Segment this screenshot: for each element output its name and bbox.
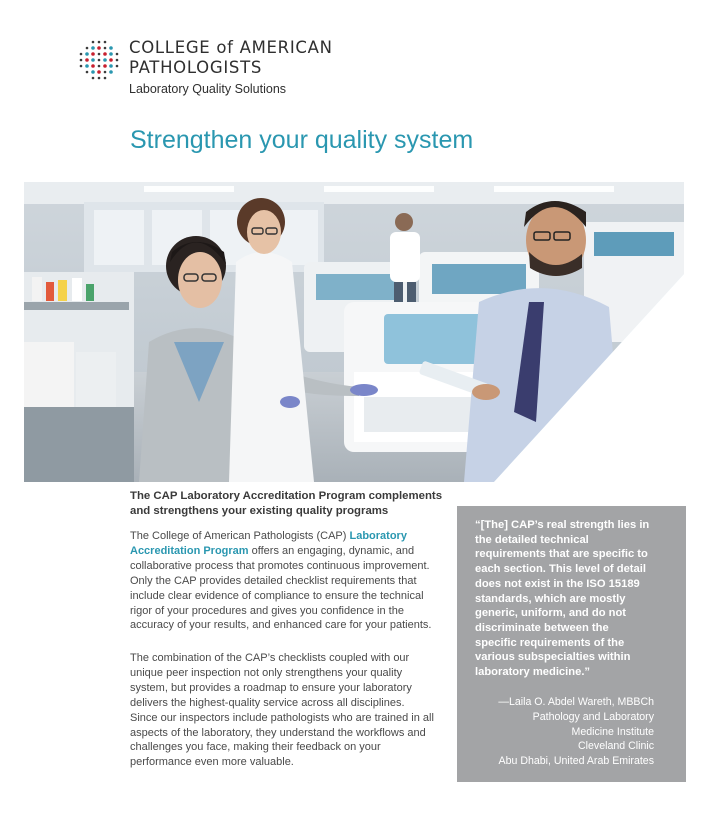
logo-dot (103, 52, 107, 56)
logo-dot (91, 46, 95, 50)
logo-dot (92, 77, 95, 80)
logo-dot (109, 64, 113, 68)
logo-dot (116, 53, 119, 56)
attribution-line: Abu Dhabi, United Arab Emirates (498, 755, 654, 768)
logo-dot (116, 59, 119, 62)
logo-dot (104, 41, 107, 44)
testimonial-box (457, 506, 686, 782)
logo-dot (104, 77, 107, 80)
testimonial-attribution (498, 695, 654, 769)
logo-dot (109, 58, 113, 62)
logo-dot (91, 58, 95, 62)
logo-dot (104, 47, 107, 50)
logo-dot (98, 41, 101, 44)
logo-dot (98, 65, 101, 68)
logo-dot (103, 64, 107, 68)
logo-dot (85, 52, 89, 56)
attribution-line: —Laila O. Abdel Wareth, MBBCh (498, 696, 654, 708)
page-headline: Strengthen your quality system (130, 126, 474, 154)
logo-name-line1: COLLEGE of AMERICAN (129, 38, 333, 57)
accreditation-program-link[interactable]: Laboratory Accreditation Program (130, 530, 407, 557)
logo-dot (80, 53, 83, 56)
logo-name-line2: PATHOLOGISTS (129, 58, 263, 77)
logo-dot (104, 71, 107, 74)
logo-dot (103, 58, 107, 62)
logo-dot (92, 41, 95, 44)
logo-dot (98, 59, 101, 62)
attribution-line: Pathology and Laboratory (532, 710, 654, 723)
logo-dot (98, 53, 101, 56)
logo-dot (86, 71, 89, 74)
logo-dot (97, 46, 101, 50)
logo-dot (109, 52, 113, 56)
body-paragraph-2: The combination of the CAP’s checklists coupled with our unique peer inspection not only strengthens your quality system, but provides a roadmap to ensure your laboratory delivers the highest-quality service across all disciplines. Since our inspectors include pathologists who are trained in all aspects of the laboratory, they understand the workflows and challenges you face, making their feedback on your performance even more valuable. (130, 652, 434, 769)
lab-photo (24, 182, 684, 482)
logo-dot (86, 47, 89, 50)
logo-dot (97, 70, 101, 74)
body-paragraph-1 (130, 529, 435, 633)
logo-dot (85, 64, 89, 68)
logo-dot (109, 70, 113, 74)
paragraph-1-rest: offers an engaging, dynamic, and collaborative process that promotes continuous improvement. Only the CAP provides detailed checklist requirements that include clear evidence of compliance to ensure the technical rigor of your procedures and gives you confidence in the accuracy of your results, and enhanced care for your patients. (130, 544, 432, 632)
intro-heading: The CAP Laboratory Accreditation Program complements and strengthens your existing quality programs (130, 490, 443, 517)
logo-dot (91, 64, 95, 68)
logo-dot (85, 58, 89, 62)
logo-dot (80, 65, 83, 68)
attribution-line: Cleveland Clinic (578, 740, 654, 753)
logo-dot (91, 70, 95, 74)
testimonial-quote: “[The] CAP’s real strength lies in the detailed technical requirements that are specific to each section. This level of detail does not exist in the ISO 15189 standards, which are mostly generic, uniform, and do not discriminate between the specific requirements of the various subspecialties within laboratory medicine.” (475, 519, 650, 679)
logo-dot (91, 52, 95, 56)
logo-dot (80, 59, 83, 62)
logo-dot-grid-icon (77, 38, 121, 82)
logo-dot (109, 46, 113, 50)
attribution-line: Medicine Institute (571, 725, 654, 738)
logo-tagline: Laboratory Quality Solutions (129, 82, 287, 96)
logo-dot (116, 65, 119, 68)
paragraph-1-lead: The College of American Pathologists (CAP) (130, 530, 350, 542)
logo-dot (98, 77, 101, 80)
